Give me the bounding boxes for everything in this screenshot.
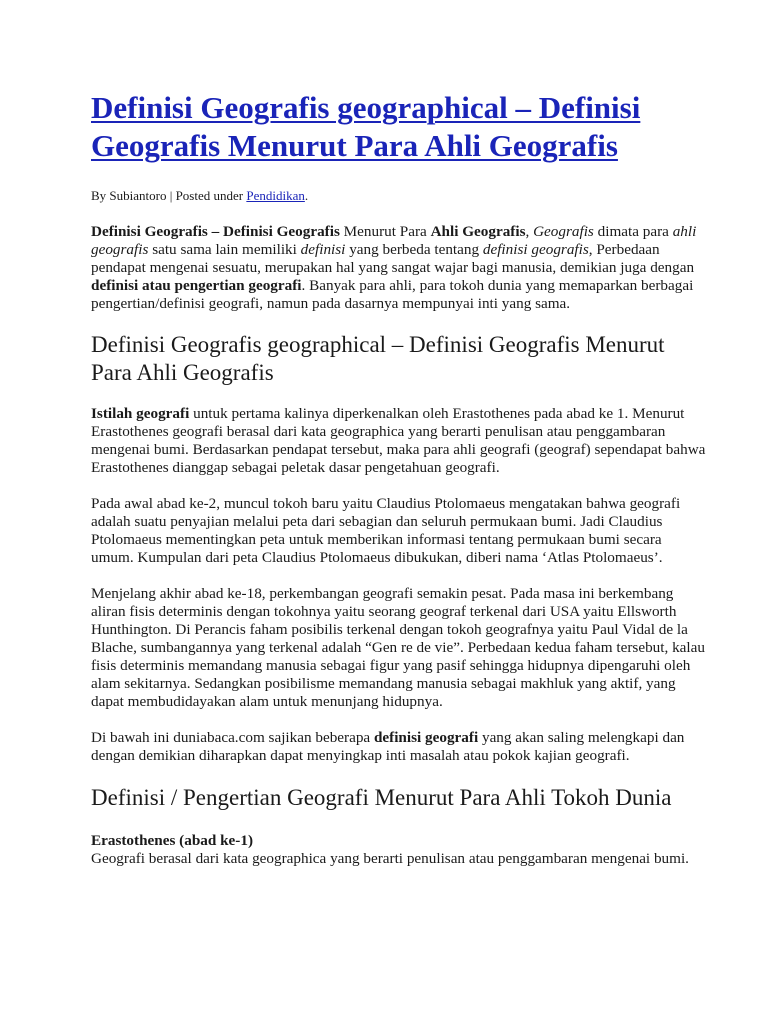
- section-heading-pengertian: Definisi / Pengertian Geografi Menurut Para Ahli Tokoh Dunia: [91, 785, 672, 810]
- entry-text-erastothenes: Geografi berasal dari kata geographica yang berarti penulisan atau penggambaran mengenai bumi.: [91, 850, 689, 867]
- intro-text-7: . Banyak para ahli, para tokoh dunia yang memaparkan berbagai pengertian/definisi geografi, namun pada dasarnya mempunyai inti yang sama.: [91, 277, 694, 312]
- para1-text: untuk pertama kalinya diperkenalkan oleh Erastothenes pada abad ke 1. Menurut Erastothenes geografi berasal dari kata geographica yang berarti penulisan atau penggambaran mengenai bumi. Berdasarkan pendapat tersebut, maka para ahli geografi (geograf) sependapat bahwa Erastothenes dianggap sebagai peletak dasar pengetahuan geografi.: [91, 405, 706, 476]
- intro-italic-3: definisi: [300, 241, 346, 258]
- intro-italic-4: definisi geografis: [482, 241, 589, 258]
- intro-italic-1: Geografis: [533, 223, 594, 240]
- intro-bold-3: definisi atau pengertian geografi: [91, 277, 302, 294]
- intro-text-5: yang berbeda tentang: [345, 241, 483, 258]
- byline-suffix: .: [304, 188, 309, 203]
- para4-text-1: Di bawah ini duniabaca.com sajikan beberapa: [91, 729, 374, 746]
- intro-italic-2: ahli geografis: [91, 223, 697, 258]
- category-link[interactable]: Pendidikan: [246, 188, 305, 203]
- intro-text-2: ,: [525, 223, 534, 240]
- byline-author: By Subiantoro | Posted under: [91, 188, 247, 203]
- intro-text-4: satu sama lain memiliki: [148, 241, 301, 258]
- article-title: [91, 89, 708, 165]
- intro-text-3: dimata para: [593, 223, 673, 240]
- para1-bold: Istilah geografi: [91, 405, 190, 422]
- para4-text-2: yang akan saling melengkapi dan dengan demikian diharapkan dapat menyingkap inti masalah atau pokok kajian geografi.: [91, 729, 685, 764]
- paragraph-abad-18: Menjelang akhir abad ke-18, perkembangan geografi semakin pesat. Pada masa ini berkembang aliran fisis determinis dengan tokohnya yaitu seorang geograf terkenal dari USA yaitu Ellsworth Hunthington. Di Perancis faham posibilis terkenal dengan tokoh geografnya yaitu Paul Vidal de la Blache, sumbangannya yang terkenal adalah “Gen re de vie”. Perbedaan kedua faham tersebut, kalau fisis determinis memandang manusia sebagai figur yang pasif sehingga hidupnya dipengaruhi oleh alam sekitarnya. Sedangkan posibilisme memandang manusia sebagai makhluk yang aktif, yang dapat membudidayakan alam untuk menunjang hidupnya.: [91, 585, 705, 710]
- paragraph-duniabaca: [91, 729, 708, 765]
- entry-heading-erastothenes: Erastothenes (abad ke-1): [91, 832, 253, 849]
- paragraph-ptolomaeus: Pada awal abad ke-2, muncul tokoh baru yaitu Claudius Ptolomaeus mengatakan bahwa geografi adalah suatu penyajian melalui peta dari sebagian dan seluruh permukaan bumi. Jadi Claudius Ptolomaeus mementingkan peta untuk memberikan informasi tentang permukaan bumi secara umum. Kumpulan dari peta Claudius Ptolomaeus dibukukan, diberi nama ‘Atlas Ptolomaeus’.: [91, 495, 681, 566]
- para4-bold: definisi geografi: [373, 729, 479, 746]
- byline: [91, 187, 708, 205]
- intro-paragraph: [91, 223, 708, 313]
- intro-bold-1: Definisi Geografis – Definisi Geografis: [91, 223, 340, 240]
- intro-bold-2: Ahli Geografis: [430, 223, 526, 240]
- section-heading-definisi: Definisi Geografis geographical – Definisi Geografis Menurut Para Ahli Geografis: [91, 332, 665, 385]
- intro-text-6: , Perbedaan pendapat mengenai sesuatu, merupakan hal yang sangat wajar bagi manusia, demikian juga dengan: [91, 241, 695, 276]
- paragraph-istilah: [91, 405, 708, 477]
- intro-text-1: Menurut Para: [339, 223, 431, 240]
- article-title-link[interactable]: Definisi Geografis geographical – Definisi Geografis Menurut Para Ahli Geografis: [91, 90, 641, 163]
